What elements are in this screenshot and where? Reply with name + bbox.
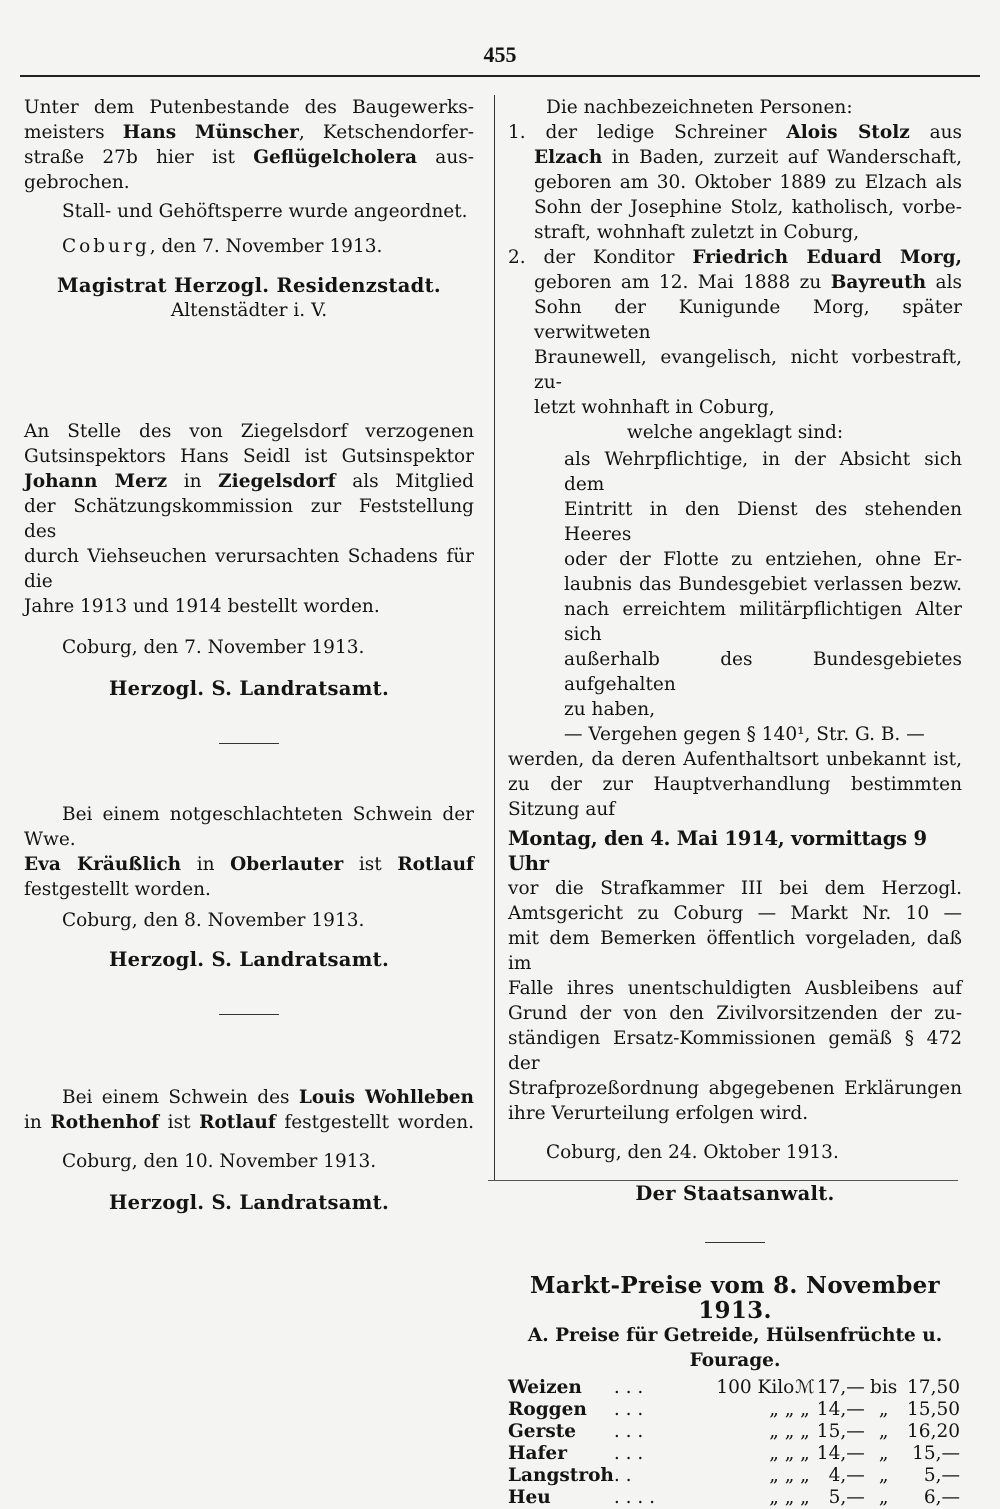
separator-rule [219,743,279,744]
price-cell-high: 5,— [923,1465,960,1486]
owner-name: Hans Münscher [122,122,299,143]
price-cell-cur: ℳ [794,1377,815,1398]
price-cell-sep: bis [870,1377,898,1398]
date-text: , den 10. November 1913. [131,1151,377,1172]
date-text: , den 7. November 1913. [149,236,383,257]
text: aus [909,122,963,143]
price-row [508,1421,960,1443]
date-place: Coburg [62,236,150,257]
summons-line: Sohn der Josephine Stolz, katholisch, vorbe- [534,197,962,218]
text: 2. der Konditor [508,247,693,268]
summons-line: Strafprozeßordnung abgegebenen Erklärungen [508,1078,962,1099]
text: ist [159,1112,200,1133]
notice-swine-erysipelas-1 [24,802,474,972]
disease-name: Rotlauf [397,854,474,875]
text: als [926,272,962,293]
price-cell-unit: „ „ [769,1487,795,1508]
text: in [167,471,219,492]
header-rule [20,75,980,77]
text: in [181,854,231,875]
price-cell-dots: . . [613,1465,632,1486]
notice-line [24,1085,474,1110]
place-name: Ziegelsdorf [218,471,336,492]
text: 1. der ledige Schreiner [508,122,787,143]
left-column [24,95,474,1215]
notice-line: Stall- und Gehöftsperre wurde angeordnet. [62,201,468,222]
notice-line: Jahre 1913 und 1914 bestellt worden. [24,596,380,617]
price-cell-low: 15,— [816,1421,865,1442]
date-text: , den 7. November 1913. [131,637,365,658]
text: meisters [24,122,123,143]
price-cell-sep: „ [878,1421,889,1442]
notice-line [24,469,474,494]
price-cell-low: 14,— [816,1399,865,1420]
text: in Baden, zurzeit auf Wanderschaft, [602,147,962,168]
person-name: Friedrich Eduard Morg, [692,247,963,268]
charge-line: außerhalb des Bundesgebietes aufgehalten [564,649,962,695]
place-name: Bayreuth [830,272,927,293]
price-cell-item: Heu [508,1487,551,1508]
price-cell-high: 6,— [923,1487,960,1508]
text: ist [343,854,398,875]
notice-line [24,1110,474,1135]
notice-date [24,234,474,259]
notice-date [24,635,474,660]
price-cell-dots: . . . [613,1421,644,1442]
text: festgestellt worden. [275,1112,474,1133]
notice-signatory: Altenstädter i. V. [170,300,328,321]
notice-date [24,1149,474,1174]
notice-date [24,908,474,933]
right-column [508,95,962,1509]
price-cell-item: Gerste [508,1421,577,1442]
price-cell-item: Langstroh [508,1465,614,1486]
person-name: Johann Merz [24,471,168,492]
summons-line [508,245,962,270]
charge-text [508,447,962,747]
date-place: Coburg [546,1142,616,1163]
date-place: Coburg [62,1151,132,1172]
summons-line: mit dem Bemerken öffentlich vorgeladen, daß im [508,928,962,974]
summons-line: welche angeklagt sind: [626,422,844,443]
summons-line: straft, wohnhaft zuletzt in Coburg, [534,222,860,243]
market-prices [508,1273,962,1509]
date-text: , den 8. November 1913. [131,910,365,931]
separator-rule [219,1014,279,1015]
notice-line [24,145,474,170]
summons-line: Braunewell, evangelisch, nicht vorbestraft, zu- [534,347,962,393]
summons-signature: Der Staatsanwalt. [635,1182,835,1205]
price-cell-low: 14,— [816,1443,865,1464]
page-number: 455 [483,42,517,67]
date-text: , den 24. Oktober 1913. [615,1142,839,1163]
person-name: Alois Stolz [786,122,910,143]
price-cell-high: 16,20 [907,1421,960,1442]
charge-line: Eintritt in den Dienst des stehenden Heeres [564,499,962,545]
price-cell-sep: „ [878,1465,889,1486]
price-cell-dots: . . . [613,1443,644,1464]
text: in [24,1112,51,1133]
summons-line: Sitzung auf [508,799,616,820]
notice-line [24,852,474,877]
place-name: Rothenhof [50,1112,160,1133]
disease-name: Geflügelcholera [253,147,417,168]
offense-line: — Vergehen gegen § 140¹, Str. G. B. — [564,724,925,745]
charge-line: als Wehrpflichtige, in der Absicht sich dem [564,449,962,495]
price-cell-sep: „ [878,1399,889,1420]
place-name: Elzach [534,147,603,168]
summons-line: ständigen Ersatz-Kommissionen gemäß § 472 der [508,1028,962,1074]
summons-line: Amtsgericht zu Coburg — Markt Nr. 10 — [508,903,962,924]
summons-line: zu der zur Hauptverhandlung bestimmten [508,774,962,795]
notice-line: gebrochen. [24,172,130,193]
price-cell-dots: . . . . [613,1487,656,1508]
price-cell-item: Weizen [508,1377,582,1398]
market-subtitle: A. Preise für Getreide, Hülsenfrüchte u. Fourage. [527,1325,943,1371]
summons-line: vor die Strafkammer III bei dem Herzogl. [508,878,962,899]
price-cell-low: 4,— [828,1465,865,1486]
notice-line: Unter dem Putenbestande des Baugewerks- [24,97,474,118]
summons-line: letzt wohnhaft in Coburg, [534,397,775,418]
price-row [508,1377,960,1399]
price-cell-sep: „ [878,1443,889,1464]
price-rows [508,1377,960,1509]
summons-intro: Die nachbezeichneten Personen: [546,97,853,118]
summons-line [508,120,962,145]
price-cell-unit: 100 Kilo [716,1377,795,1398]
price-cell-high: 17,50 [907,1377,960,1398]
price-row [508,1443,960,1465]
summons-line: werden, da deren Aufenthaltsort unbekannt ist, [508,749,962,770]
summons-line: Grund der von den Zivilvorsitzenden der zu- [508,1003,962,1024]
summons-line [508,145,962,170]
price-cell-cur: „ [800,1421,810,1442]
price-cell-unit: „ „ [769,1465,795,1486]
notice-line: durch Viehseuchen verursachten Schadens für die [24,546,474,592]
price-cell-item: Hafer [508,1443,567,1464]
text: aus- [417,147,474,168]
summons-line: Falle ihres unentschuldigten Ausbleibens auf [508,978,962,999]
text: geboren am 12. Mai 1888 zu [534,272,831,293]
price-cell-unit: „ „ [769,1399,795,1420]
price-cell-item: Roggen [508,1399,587,1420]
notice-signature: Herzogl. S. Landratsamt. [108,948,390,971]
price-cell-dots: . . . [613,1377,644,1398]
notice-line: festgestellt worden. [24,879,211,900]
notice-signature: Herzogl. S. Landratsamt. [108,1191,390,1214]
price-cell-dots: . . . [613,1399,644,1420]
person-name: Eva Kräußlich [24,854,182,875]
notice-line: Bei einem notgeschlachteten Schwein der Wwe. [24,804,474,850]
price-cell-unit: „ „ [769,1421,795,1442]
price-table [508,1377,960,1509]
price-row [508,1465,960,1487]
price-row [508,1399,960,1421]
notice-signature: Magistrat Herzogl. Residenzstadt. [57,274,441,297]
notice-line: Gutsinspektors Hans Seidl ist Gutsinspektor [24,446,474,467]
charge-line: oder der Flotte zu entziehen, ohne Er- [564,549,962,570]
place-name: Oberlauter [230,854,344,875]
summons-line [508,270,962,295]
price-cell-high: 15,— [912,1443,960,1464]
text: , Ketschendorfer- [298,122,474,143]
price-cell-low: 17,— [816,1377,865,1398]
market-title: Markt-Preise vom 8. November 1913. [530,1272,940,1324]
date-place: Coburg [62,910,132,931]
date-place: Coburg [62,637,132,658]
price-cell-unit: „ „ [769,1443,795,1464]
price-cell-cur: „ [800,1487,810,1508]
accused-1 [508,120,962,245]
summons-line: geboren am 30. Oktober 1889 zu Elzach als [534,172,962,193]
notice-line: An Stelle des von Ziegelsdorf verzogenen [24,421,474,442]
summons-line: Sohn der Kunigunde Morg, später verwitweten [534,297,962,343]
charge-line: zu haben, [564,699,656,720]
charge-line: nach erreichtem militärpflichtigen Alter sich [564,599,962,645]
summons-date [508,1140,962,1165]
price-cell-low: 5,— [828,1487,865,1508]
price-cell-cur: „ [800,1399,810,1420]
accused-2 [508,245,962,445]
price-cell-high: 15,50 [907,1399,960,1420]
price-row [508,1487,960,1509]
disease-name: Rotlauf [199,1112,276,1133]
text: Bei einem Schwein des [62,1087,299,1108]
price-cell-cur: „ [800,1443,810,1464]
price-cell-sep: „ [878,1487,889,1508]
notice-line [24,120,474,145]
text: straße 27b hier ist [24,147,254,168]
notice-signature: Herzogl. S. Landratsamt. [108,677,390,700]
price-cell-cur: „ [800,1465,810,1486]
text: als Mitglied [335,471,475,492]
separator-rule [705,1242,765,1243]
notice-swine-erysipelas-2 [24,1085,474,1215]
column-divider [494,95,495,1180]
charge-line: laubnis das Bundesgebiet verlassen bezw. [564,574,962,595]
notice-poultry-cholera [24,95,474,323]
person-name: Louis Wohlleben [298,1087,474,1108]
notice-commission-member [24,419,474,701]
notice-line: der Schätzungskommission zur Feststellung des [24,496,474,542]
hearing-date: Montag, den 4. Mai 1914, vormittags 9 Uhr [508,827,927,875]
summons-line: ihre Verurteilung erfolgen wird. [508,1103,809,1124]
